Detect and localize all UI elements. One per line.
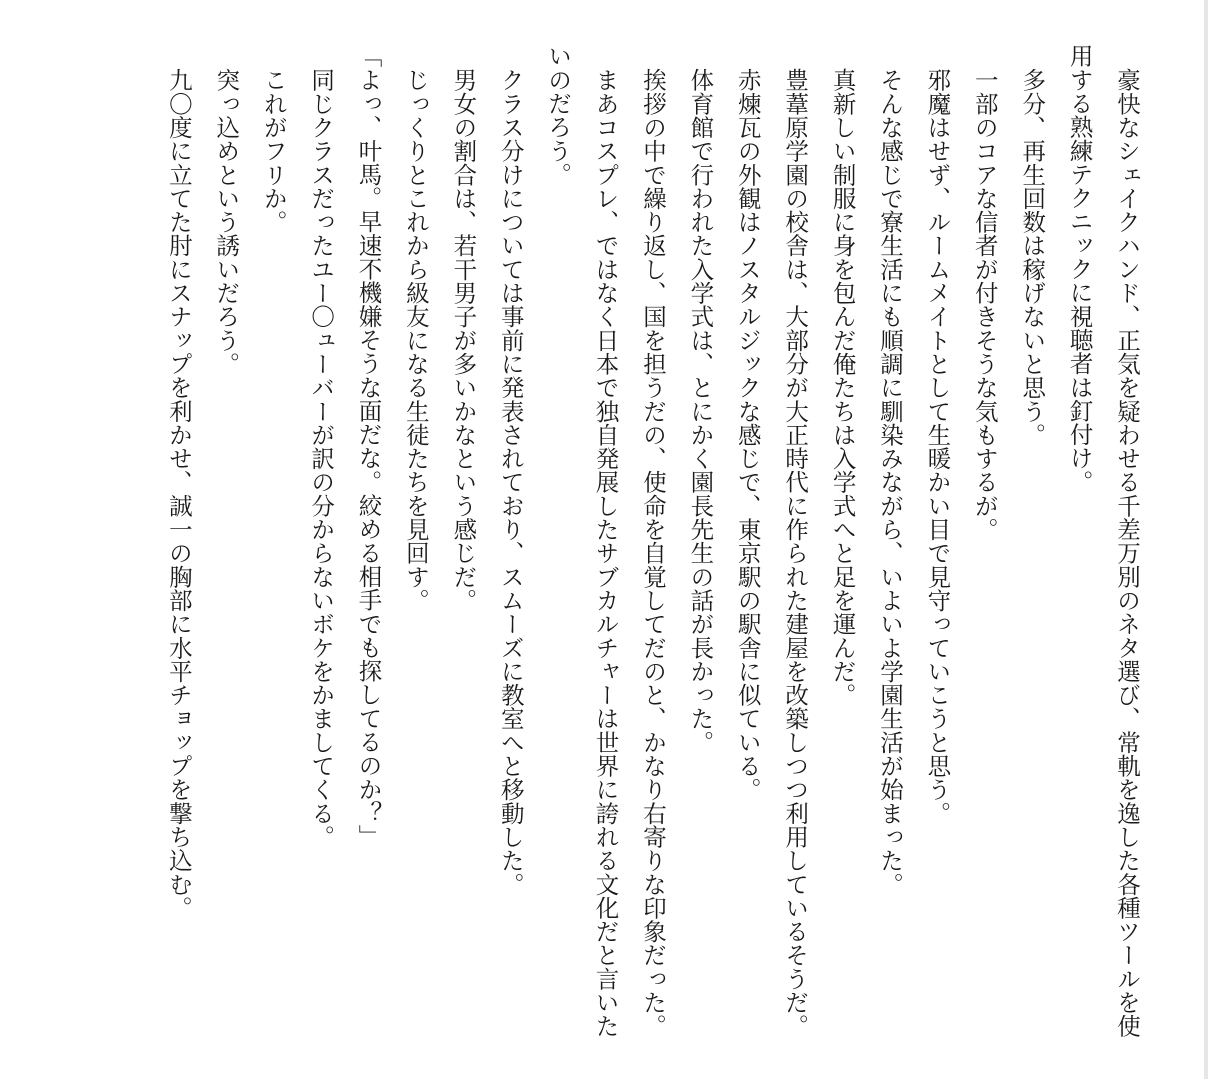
paragraph: 真新しい制服に身を包んだ俺たちは入学式へと足を運んだ。: [828, 67, 857, 707]
paragraph: これがフリか。: [259, 67, 288, 234]
paragraph: 一部のコアな信者が付きそうな気もするが。: [970, 67, 999, 541]
paragraph: 多分、再生回数は稼げないと思う。: [1018, 67, 1047, 446]
paragraph: じっくりとこれから級友になる生徒たちを見回す。: [401, 67, 430, 612]
paragraph: 同じクラスだったユー〇ューバーが訳の分からないボケをかましてくる。: [307, 67, 336, 848]
dialogue-line: 「よっ、叶馬。早速不機嫌そうな面だな。絞める相手でも探してるのか？」: [354, 44, 383, 849]
paragraph: 突っ込めという誘いだろう。: [212, 67, 241, 375]
paragraph: 豪快なシェイクハンド、正気を疑わせる千差万別のネタ選び、常軌を逸した各種ツールを使用する熟練テクニックに視聴者は釘付け。: [1065, 44, 1141, 1038]
paragraph: まあコスプレ、ではなく日本で独自発展したサブカルチャーは世界に誇れる文化だと言いたいのだろう。: [544, 44, 620, 1038]
paragraph: そんな感じで寮生活にも順調に馴染みながら、いよいよ学園生活が始まった。: [875, 67, 904, 896]
paragraph: 豊葦原学園の校舎は、大部分が大正時代に作られた建屋を改築しつつ利用しているそうだ。: [781, 67, 810, 1038]
paragraph: 赤煉瓦の外観はノスタルジックな感じで、東京駅の駅舎に似ている。: [733, 67, 762, 801]
paragraph: 邪魔はせず、ルームメイトとして生暖かい目で見守っていこうと思う。: [923, 67, 952, 825]
paragraph: 九〇度に立てた肘にスナップを利かせ、誠一の胸部に水平チョップを撃ち込む。: [164, 67, 193, 919]
page-edge: [1204, 0, 1208, 1079]
paragraph: 体育館で行われた入学式は、とにかく園長先生の話が長かった。: [686, 67, 715, 754]
paragraph: 挨拶の中で繰り返し、国を担うだの、使命を自覚してだのと、かなり右寄りな印象だった。: [638, 67, 667, 1038]
paragraph: 男女の割合は、若干男子が多いかなという感じだ。: [449, 67, 478, 612]
vertical-text-body: [154, 44, 1150, 1054]
paragraph: クラス分けについては事前に発表されており、スムーズに教室へと移動した。: [496, 67, 525, 896]
